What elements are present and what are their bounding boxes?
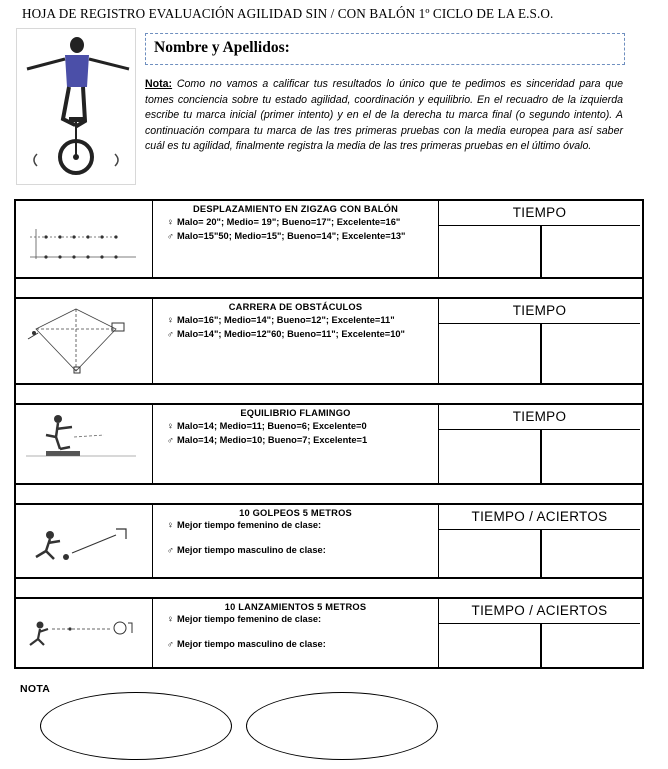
male-symbol-icon: ♂ [167,231,174,241]
row-separator [16,383,642,405]
kicking-diagram [16,505,153,577]
male-best-time: Mejor tiempo masculino de clase: [177,545,326,555]
female-benchmarks: Malo=14; Medio=11; Bueno=6; Excelente=0 [177,421,367,431]
female-best-time: Mejor tiempo femenino de clase: [177,520,322,530]
time-cell[interactable] [439,299,640,383]
note-text: Como no vamos a calificar tus resultados lo único que te pedimos es sinceridad para que tomes conciencia sobre tu estado agilidad, coordinación y equilibrio. En el recuadro de la izquierda escribe tu marca inicial (primer intento) y en el de la derecha tu marca final (o segundo intento). A continuación compara tu marca de las tres primeras pruebas con la media europea para así saber cuál es tu agilidad, finalmente registra la media de las tres primeras pruebas en el último óvalo. [145,78,623,153]
test-row-obstacles [16,299,642,383]
test-title: 10 GOLPEOS 5 METROS [239,508,352,518]
male-symbol-icon: ♂ [167,329,174,339]
row-separator [16,577,642,599]
test-title: 10 LANZAMIENTOS 5 METROS [224,602,367,612]
female-symbol-icon: ♀ [167,315,174,325]
test-title: CARRERA DE OBSTÁCULOS [228,302,363,312]
test-row-zigzag [16,201,642,277]
time-cell[interactable] [439,201,640,277]
grade-oval-right[interactable] [246,692,438,760]
male-benchmarks: Malo=14; Medio=10; Bueno=7; Excelente=1 [177,435,368,445]
instructions-note [145,77,623,155]
female-benchmarks: Malo= 20"; Medio= 19"; Bueno=17"; Excelente=16" [177,217,401,227]
page-title: HOJA DE REGISTRO EVALUACIÓN AGILIDAD SIN / CON BALÓN 1º CICLO DE LA E.S.O. [22,6,554,21]
time-header: TIEMPO [439,405,640,430]
female-benchmarks: Malo=16"; Medio=14"; Bueno=12"; Excelente=11" [177,315,395,325]
female-symbol-icon: ♀ [167,614,174,624]
note-label: Nota: [145,78,173,90]
flamingo-balance-diagram [16,405,153,483]
male-symbol-icon: ♂ [167,545,174,555]
grade-oval-left[interactable] [40,692,232,760]
obstacle-course-diagram [16,299,153,383]
time-cell[interactable] [439,505,640,577]
test-title: EQUILIBRIO FLAMINGO [240,408,351,418]
tests-table [14,199,644,669]
female-symbol-icon: ♀ [167,520,174,530]
time-hits-header: TIEMPO / ACIERTOS [439,505,640,530]
row-separator [16,277,642,299]
time-cell[interactable] [439,599,640,667]
time-cell[interactable] [439,405,640,483]
female-symbol-icon: ♀ [167,421,174,431]
male-symbol-icon: ♂ [167,435,174,445]
male-benchmarks: Malo=15"50; Medio=15"; Bueno=14"; Excelente=13" [177,231,406,241]
test-row-throws [16,599,642,667]
throwing-diagram [16,599,153,667]
test-row-flamingo [16,405,642,483]
row-separator [16,483,642,505]
male-best-time: Mejor tiempo masculino de clase: [177,639,326,649]
male-symbol-icon: ♂ [167,639,174,649]
female-symbol-icon: ♀ [167,217,174,227]
time-hits-header: TIEMPO / ACIERTOS [439,599,640,624]
zigzag-diagram [16,201,153,277]
unicyclist-illustration [16,28,136,185]
female-best-time: Mejor tiempo femenino de clase: [177,614,322,624]
final-note-label: NOTA [20,683,51,695]
time-header: TIEMPO [439,201,640,226]
name-label: Nombre y Apellidos: [154,39,290,56]
male-benchmarks: Malo=14"; Medio=12"60; Bueno=11"; Excelente=10" [177,329,405,339]
test-row-kicks [16,505,642,577]
test-title: DESPLAZAMIENTO EN ZIGZAG CON BALÓN [193,204,398,214]
name-field[interactable] [145,33,625,65]
time-header: TIEMPO [439,299,640,324]
